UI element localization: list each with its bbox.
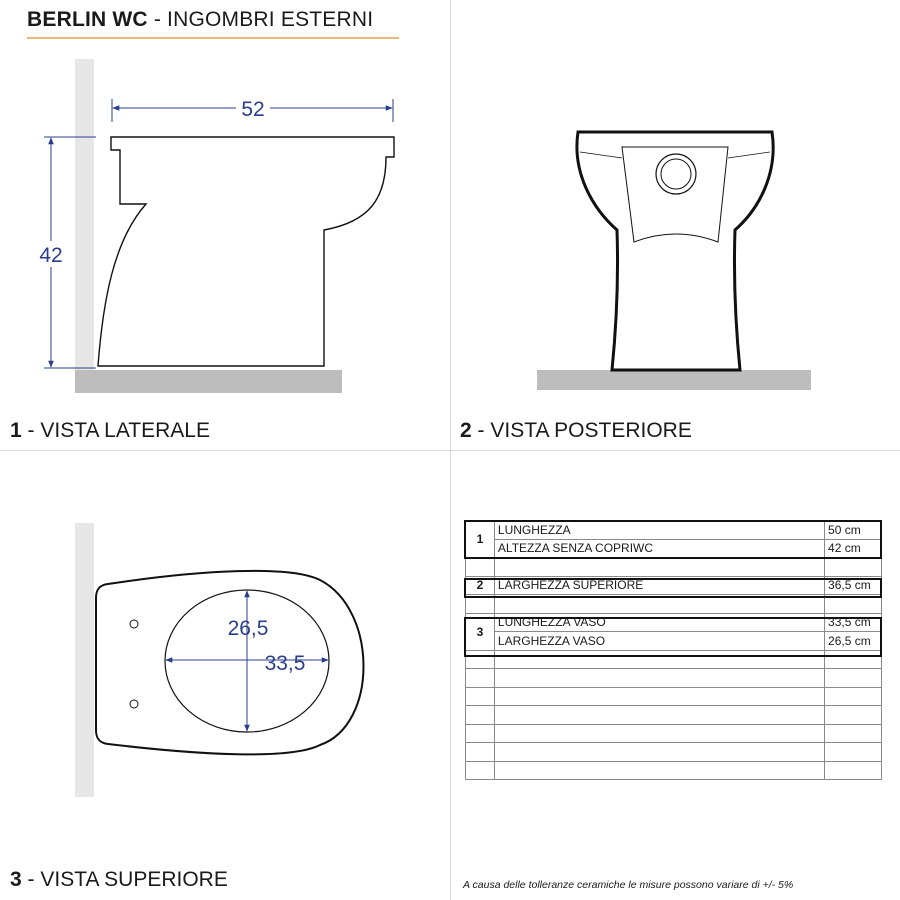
table-row	[466, 539, 882, 558]
table-row	[466, 632, 882, 651]
group-number: 1	[466, 521, 495, 558]
rear-toilet-outline	[577, 132, 773, 370]
top-width-dimension: 33,5	[264, 652, 306, 675]
side-toilet-outline	[98, 137, 394, 366]
spec-value: 33,5 cm	[825, 613, 882, 632]
table-row-empty	[466, 761, 882, 780]
spec-label: LARGHEZZA SUPERIORE	[494, 576, 824, 595]
side-width-dimension: 52	[241, 98, 265, 121]
table-row	[466, 521, 882, 540]
side-view-drawing	[36, 59, 394, 393]
group-number: 3	[466, 613, 495, 650]
side-wall	[75, 59, 94, 370]
top-toilet-outline	[96, 571, 364, 755]
rear-floor	[537, 370, 811, 390]
table-row-empty	[466, 724, 882, 743]
table-row-empty	[466, 669, 882, 688]
spec-label: LUNGHEZZA VASO	[494, 613, 824, 632]
top-view-drawing	[75, 523, 364, 797]
spec-value: 42 cm	[825, 539, 882, 558]
top-depth-dimension: 26,5	[227, 617, 269, 640]
table-row-empty	[466, 687, 882, 706]
specifications-table	[465, 520, 882, 780]
rear-view-label: 2 - VISTA POSTERIORE	[460, 419, 692, 442]
rear-view-drawing	[537, 132, 811, 390]
product-name: BERLIN WC	[27, 8, 148, 31]
table-row-empty	[466, 706, 882, 725]
top-wall	[75, 523, 94, 797]
tolerance-note: A causa delle tolleranze ceramiche le misure possono variare di +/- 5%	[463, 879, 794, 891]
table-row-empty	[466, 595, 882, 614]
side-view-label: 1 - VISTA LATERALE	[10, 419, 210, 442]
spec-value: 36,5 cm	[825, 576, 882, 595]
table-row	[466, 576, 882, 595]
table-row-empty	[466, 558, 882, 577]
spec-value: 26,5 cm	[825, 632, 882, 651]
group-number: 2	[466, 576, 495, 595]
side-height-dimension: 42	[39, 244, 63, 267]
title-subtitle: - INGOMBRI ESTERNI	[147, 8, 374, 31]
spec-label: LARGHEZZA VASO	[494, 632, 824, 651]
spec-label: LUNGHEZZA	[494, 521, 824, 540]
spec-label: ALTEZZA SENZA COPRIWC	[494, 539, 824, 558]
table-row-empty	[466, 650, 882, 669]
table-row-empty	[466, 743, 882, 762]
top-view-label: 3 - VISTA SUPERIORE	[10, 868, 228, 891]
table-row	[466, 613, 882, 632]
side-floor	[75, 370, 342, 393]
spec-value: 50 cm	[825, 521, 882, 540]
